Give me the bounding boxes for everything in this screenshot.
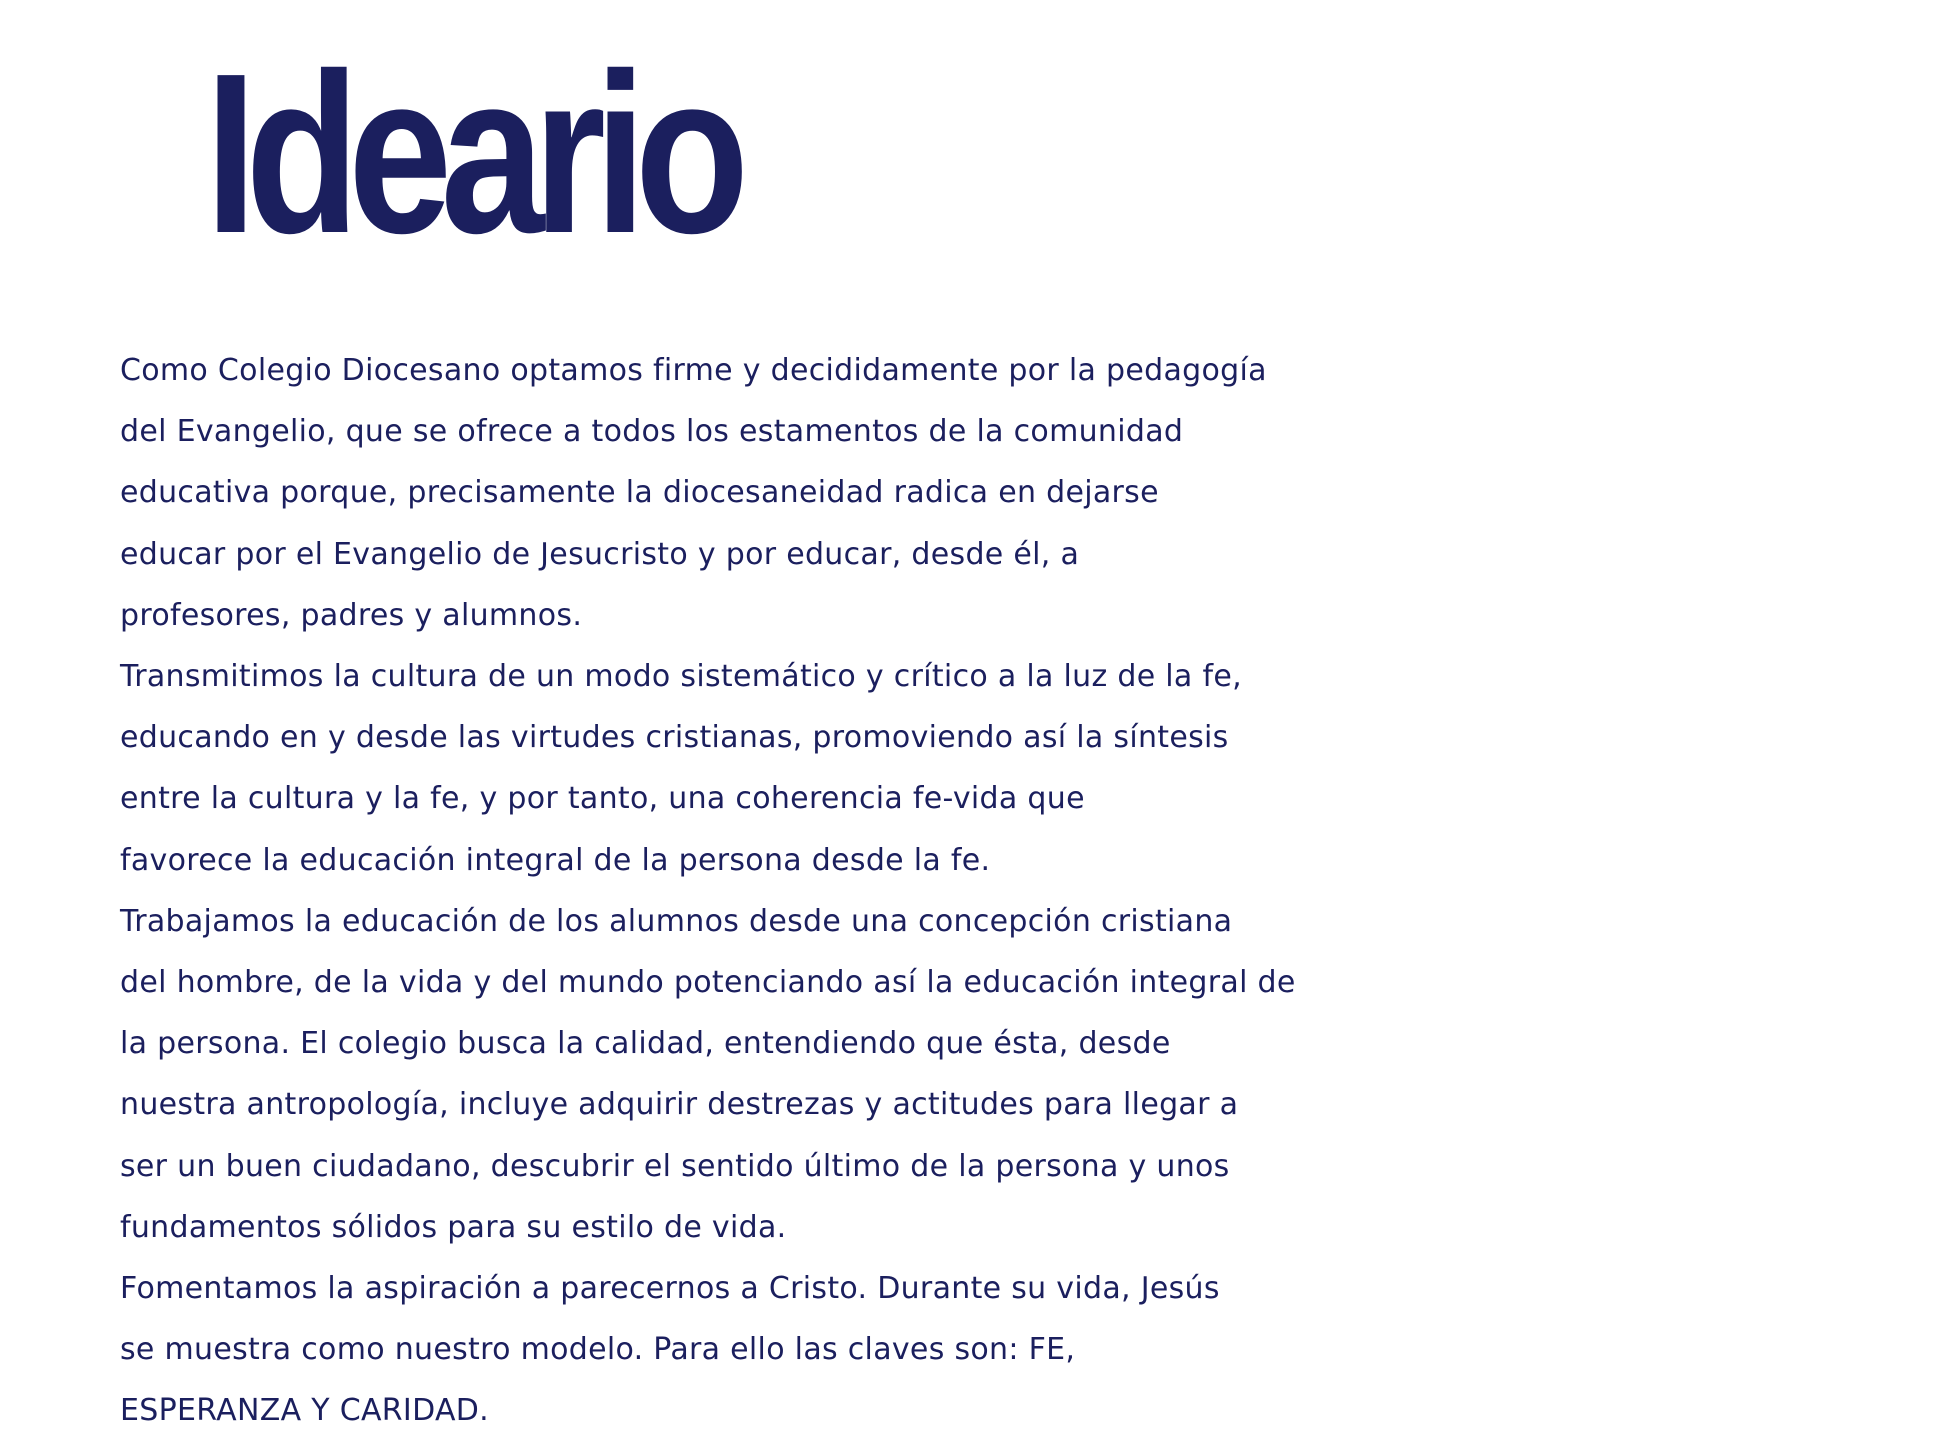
text-line: fundamentos sólidos para su estilo de vida. bbox=[120, 1209, 787, 1245]
text-line: entre la cultura y la fe, y por tanto, una coherencia fe-vida que bbox=[120, 781, 1085, 817]
text-line: Transmitimos la cultura de un modo sistemático y crítico a la luz de la fe, bbox=[120, 659, 1242, 695]
text-line: del hombre, de la vida y del mundo potenciando así la educación integral de bbox=[120, 965, 1296, 1001]
text-line: se muestra como nuestro modelo. Para ello las claves son: FE, bbox=[120, 1332, 1076, 1368]
text-line: Como Colegio Diocesano optamos firme y decididamente por la pedagogía bbox=[120, 353, 1267, 388]
text-line: educativa porque, precisamente la diocesaneidad radica en dejarse bbox=[120, 475, 1159, 511]
text-line: del Evangelio, que se ofrece a todos los estamentos de la comunidad bbox=[120, 414, 1184, 450]
text-line: profesores, padres y alumnos. bbox=[120, 597, 583, 633]
text-line: ESPERANZA Y CARIDAD. bbox=[120, 1393, 490, 1429]
text-line: favorece la educación integral de la persona desde la fe. bbox=[120, 842, 991, 878]
text-line: la persona. El colegio busca la calidad, entendiendo que ésta, desde bbox=[120, 1026, 1171, 1062]
ideario-text bbox=[120, 340, 1940, 1442]
text-line: Fomentamos la aspiración a parecernos a Cristo. Durante su vida, Jesús bbox=[120, 1271, 1220, 1307]
text-line: educar por el Evangelio de Jesucristo y por educar, desde él, a bbox=[120, 536, 1080, 572]
text-line: ser un buen ciudadano, descubrir el sentido último de la persona y unos bbox=[120, 1148, 1230, 1184]
page-title: Ideario bbox=[205, 27, 738, 281]
text-line: educando en y desde las virtudes cristianas, promoviendo así la síntesis bbox=[120, 720, 1229, 756]
text-line: nuestra antropología, incluye adquirir destrezas y actitudes para llegar a bbox=[120, 1087, 1239, 1123]
text-line: Trabajamos la educación de los alumnos desde una concepción cristiana bbox=[120, 903, 1233, 939]
